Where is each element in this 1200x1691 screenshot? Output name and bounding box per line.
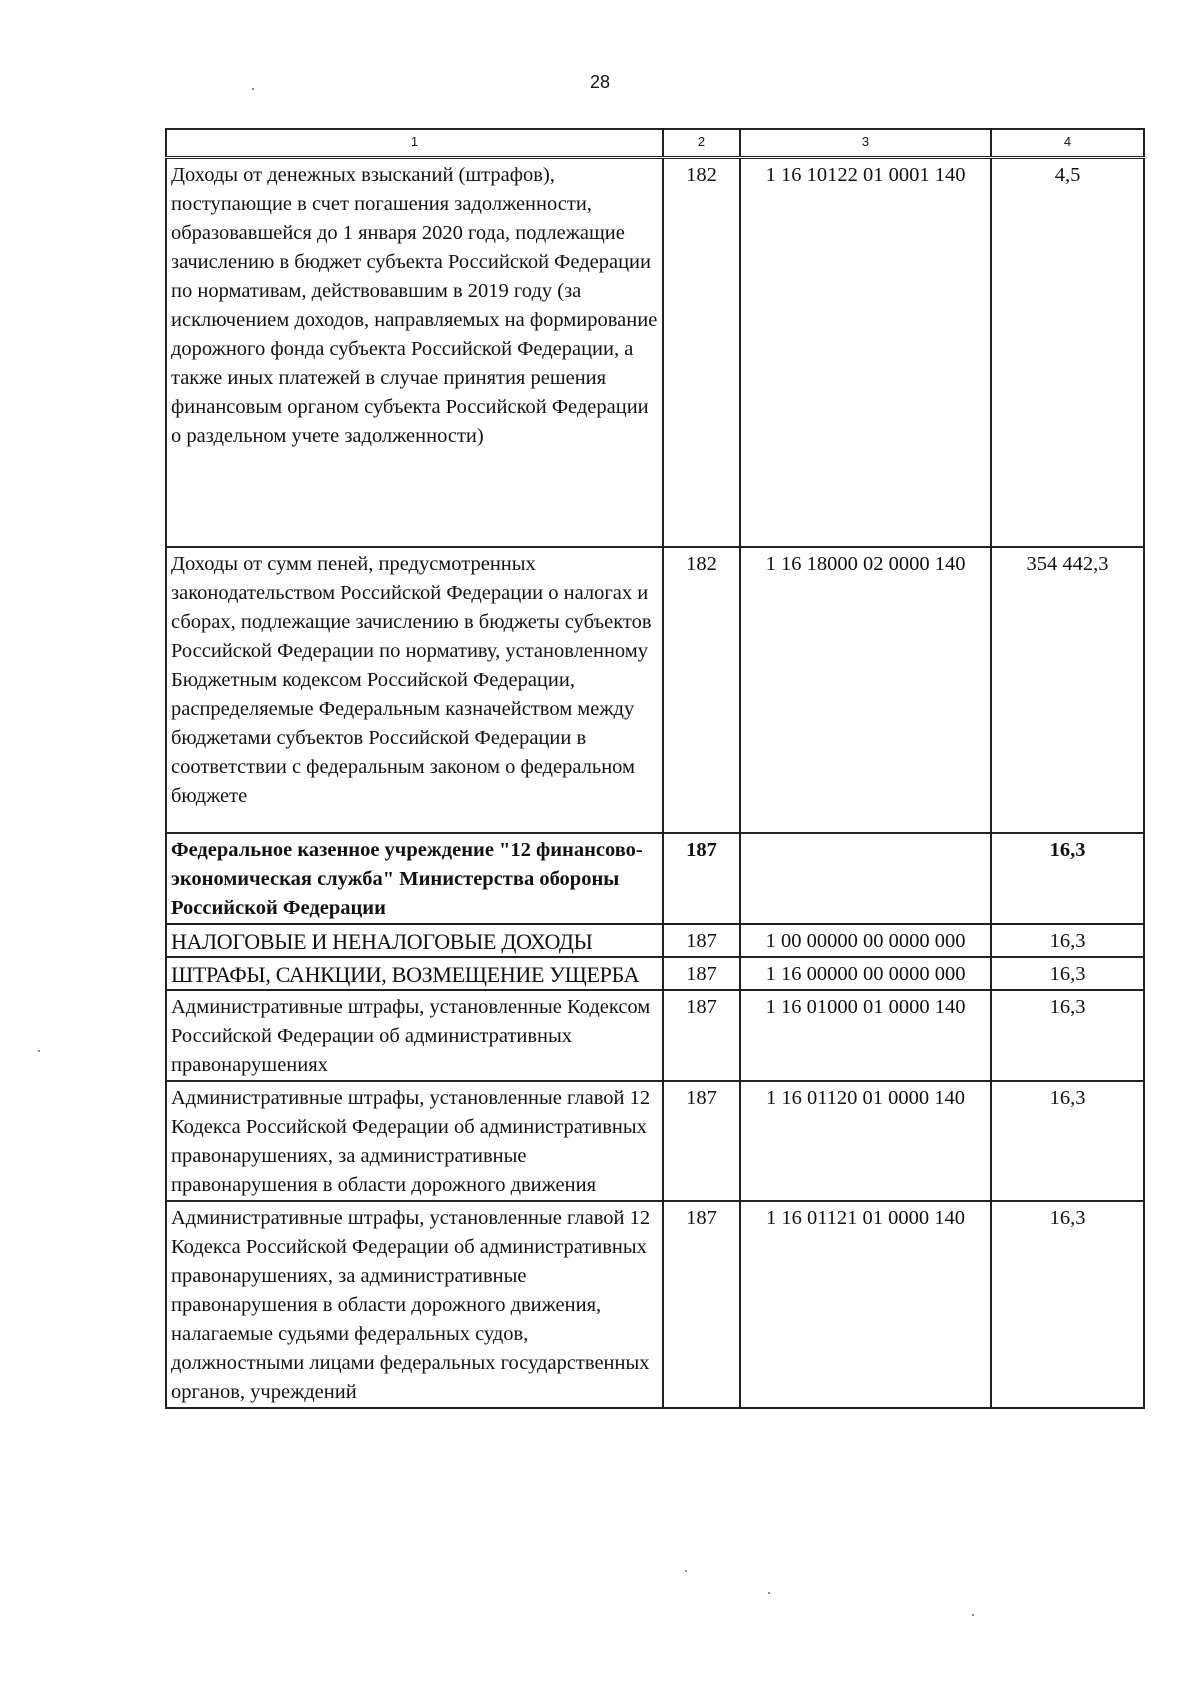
column-number-2: 2	[663, 129, 740, 158]
income-name-cell: ШТРАФЫ, САНКЦИИ, ВОЗМЕЩЕНИЕ УЩЕРБА	[166, 957, 663, 990]
table-row	[166, 547, 1144, 833]
column-number-1: 1	[166, 129, 663, 158]
table-row	[166, 1201, 1144, 1408]
amount-cell: 4,5	[991, 158, 1144, 548]
amount-cell: 16,3	[991, 1201, 1144, 1408]
table-header-row	[166, 129, 1144, 158]
amount-cell: 16,3	[991, 1081, 1144, 1201]
column-number-4: 4	[991, 129, 1144, 158]
amount-cell: 16,3	[991, 833, 1144, 924]
table-row	[166, 957, 1144, 990]
admin-code-cell: 187	[663, 957, 740, 990]
table-row	[166, 1081, 1144, 1201]
scan-speck	[972, 1614, 974, 1616]
budget-code-cell: 1 16 18000 02 0000 140	[740, 547, 991, 833]
page-number: 28	[589, 72, 611, 92]
amount-cell: 354 442,3	[991, 547, 1144, 833]
budget-code-cell: 1 16 00000 00 0000 000	[740, 957, 991, 990]
table-row	[166, 158, 1144, 548]
income-name-cell: Доходы от сумм пеней, предусмотренных законодательством Российской Федерации о налогах и сборах, подлежащие зачислению в бюджеты субъектов Российской Федерации по нормативу, установленному Бюджетным кодексом Российской Федерации, распределяемые Федеральным казначейством между бюджетами субъектов Российской Федерации в соответствии с федеральным законом о федеральном бюджете	[166, 547, 663, 833]
budget-code-cell: 1 16 01120 01 0000 140	[740, 1081, 991, 1201]
column-number-3: 3	[740, 129, 991, 158]
scan-speck	[685, 1570, 687, 1572]
admin-code-cell: 182	[663, 547, 740, 833]
table-row	[166, 990, 1144, 1081]
budget-code-cell: 1 16 10122 01 0001 140	[740, 158, 991, 548]
income-name-cell: Доходы от денежных взысканий (штрафов), поступающие в счет погашения задолженности, образовавшейся до 1 января 2020 года, подлежащие зачислению в бюджет субъекта Российской Федерации по нормативам, действовавшим в 2019 году (за исключением доходов, направляемых на формирование дорожного фонда субъекта Российской Федерации, а также иных платежей в случае принятия решения финансовым органом субъекта Российской Федерации о раздельном учете задолженности)	[166, 158, 663, 548]
admin-code-cell: 182	[663, 158, 740, 548]
admin-code-cell: 187	[663, 1081, 740, 1201]
budget-code-cell: 1 00 00000 00 0000 000	[740, 924, 991, 957]
amount-cell: 16,3	[991, 957, 1144, 990]
budget-code-cell: 1 16 01121 01 0000 140	[740, 1201, 991, 1408]
admin-code-cell: 187	[663, 833, 740, 924]
income-name-cell: НАЛОГОВЫЕ И НЕНАЛОГОВЫЕ ДОХОДЫ	[166, 924, 663, 957]
scan-speck	[252, 88, 254, 90]
table-row	[166, 924, 1144, 957]
admin-code-cell: 187	[663, 1201, 740, 1408]
budget-code-cell	[740, 833, 991, 924]
table-row-institution	[166, 833, 1144, 924]
amount-cell: 16,3	[991, 990, 1144, 1081]
amount-cell: 16,3	[991, 924, 1144, 957]
scan-speck	[768, 1592, 770, 1594]
income-name-cell: Административные штрафы, установленные главой 12 Кодекса Российской Федерации об административных правонарушениях, за административные правонарушения в области дорожного движения	[166, 1081, 663, 1201]
institution-name-cell: Федеральное казенное учреждение "12 финансово-экономическая служба" Министерства обороны Российской Федерации	[166, 833, 663, 924]
budget-code-cell: 1 16 01000 01 0000 140	[740, 990, 991, 1081]
income-name-cell: Административные штрафы, установленные Кодексом Российской Федерации об административных правонарушениях	[166, 990, 663, 1081]
scan-speck	[38, 1050, 40, 1052]
admin-code-cell: 187	[663, 990, 740, 1081]
income-name-cell: Административные штрафы, установленные главой 12 Кодекса Российской Федерации об административных правонарушениях, за административные правонарушения в области дорожного движения, налагаемые судьями федеральных судов, должностными лицами федеральных государственных органов, учреждений	[166, 1201, 663, 1408]
budget-income-table	[165, 128, 1145, 1409]
admin-code-cell: 187	[663, 924, 740, 957]
